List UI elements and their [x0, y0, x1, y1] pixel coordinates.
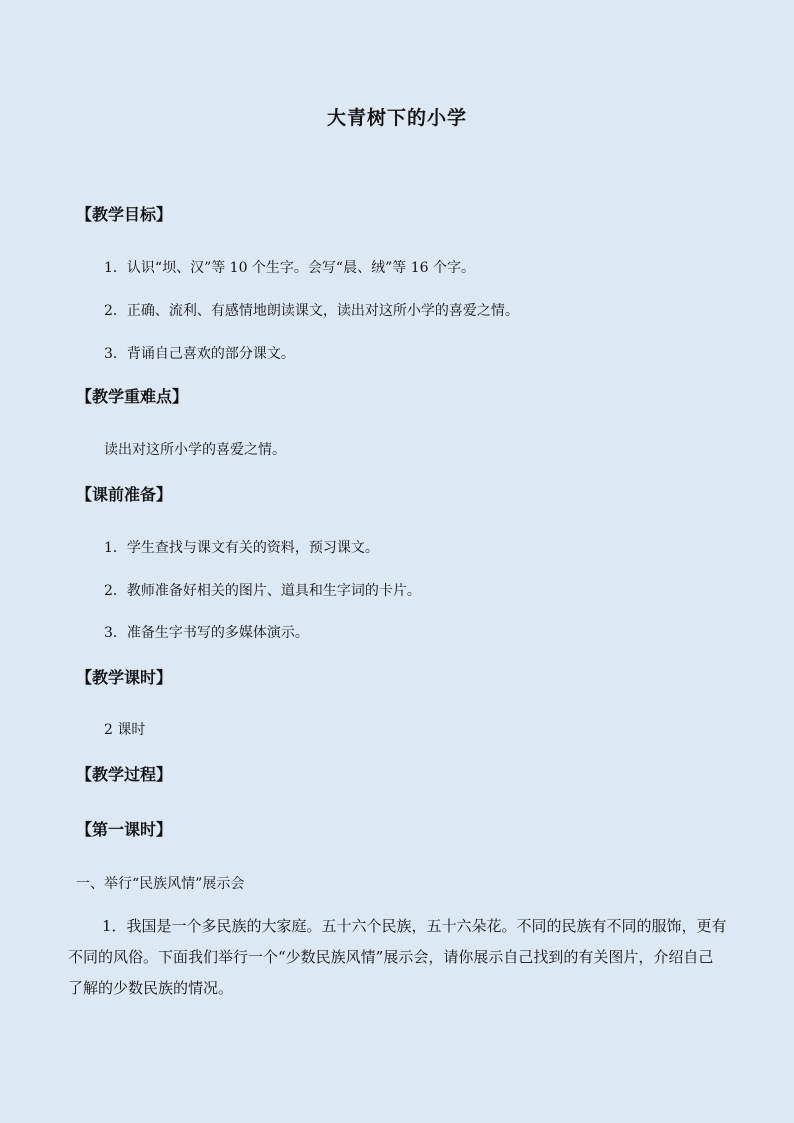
heading-objectives: 【教学目标】 [76, 205, 173, 224]
preparation-item-1: 1．学生查找与课文有关的资料，预习课文。 [104, 540, 379, 556]
preparation-item-3: 3．准备生字书写的多媒体演示。 [104, 625, 309, 641]
key-points-text: 读出对这所小学的喜爱之情。 [104, 442, 286, 458]
class-hours-text: 2 课时 [104, 722, 146, 738]
step-title: 一、举行“民族风情”展示会 [76, 876, 245, 892]
first-lesson-paragraph: 1．我国是一个多民族的大家庭。五十六个民族，五十六朵花。不同的民族有不同的服饰，更有不同的风俗。下面我们举行一个“少数民族风情”展示会，请你展示自己找到的有关图片，介绍自己了解的少数民族的情况。 [68, 917, 727, 997]
preparation-item-2: 2．教师准备好相关的图片、道具和生字词的卡片。 [104, 583, 421, 599]
objective-item-3: 3．背诵自己喜欢的部分课文。 [104, 346, 295, 362]
objective-item-2: 2．正确、流利、有感情地朗读课文，读出对这所小学的喜爱之情。 [104, 303, 519, 319]
heading-process: 【教学过程】 [76, 765, 173, 784]
heading-key-points: 【教学重难点】 [76, 387, 189, 406]
heading-preparation: 【课前准备】 [76, 485, 173, 504]
document-title: 大青树下的小学 [326, 107, 467, 129]
objective-item-1: 1．认识“坝、汉”等 10 个生字。会写“晨、绒”等 16 个字。 [104, 260, 475, 276]
heading-first-lesson: 【第一课时】 [76, 820, 173, 839]
heading-class-hours: 【教学课时】 [76, 668, 173, 687]
